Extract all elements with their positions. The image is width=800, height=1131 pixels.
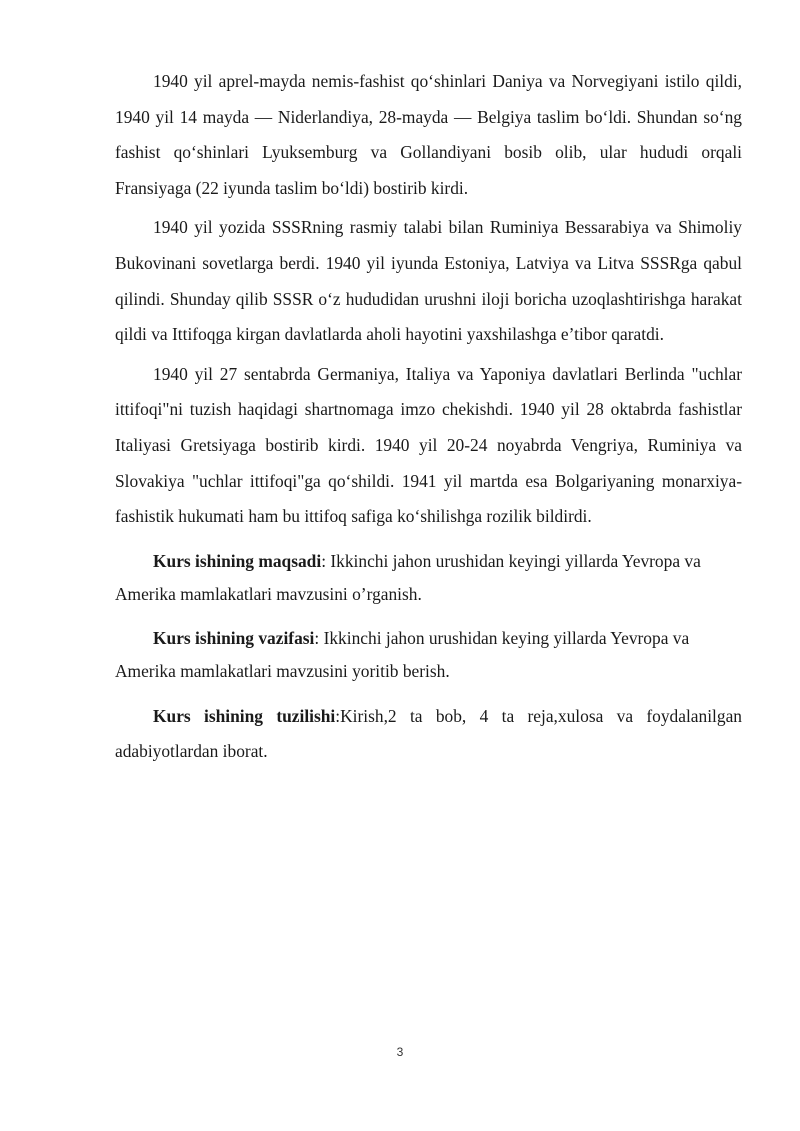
structure-label: Kurs ishining tuzilishi bbox=[153, 705, 336, 726]
structure-paragraph bbox=[115, 699, 742, 770]
paragraph-1: 1940 yil aprel-mayda nemis-fashist qo‘shinlari Daniya va Norvegiyani istilo qildi, 1940 yil 14 mayda — Niderlandiya, 28-mayda — Belgiya taslim bo‘ldi. Shundan so‘ng fashist qo‘shinlari Lyuksemburg va Gollandiyani bosib olib, ular hududi orqali Fransiyaga (22 iyunda taslim bo‘ldi) bostirib kirdi. bbox=[115, 71, 742, 198]
goal-text: : Ikkinchi jahon urushidan keyingi yillarda Yevropa va Amerika mamlakatlari mavzusini o’rganish. bbox=[115, 550, 701, 605]
goal-paragraph bbox=[115, 545, 737, 612]
page-number: 3 bbox=[396, 1045, 404, 1059]
paragraph-3: 1940 yil 27 sentabrda Germaniya, Italiya va Yaponiya davlatlari Berlinda "uchlar ittifoqi"ni tuzish haqidagi shartnomaga imzo chekishdi. 1940 yil 28 oktabrda fashistlar Italiyasi Gretsiyaga bostirib kirdi. 1940 yil 20-24 noyabrda Vengriya, Ruminiya va Slovakiya "uchlar ittifoqi"ga qo‘shildi. 1941 yil martda esa Bolgariyaning monarxiya-fashistik hukumati ham bu ittifoq safiga ko‘shilishga rozilik bildirdi. bbox=[115, 363, 742, 527]
task-paragraph bbox=[115, 622, 737, 689]
paragraph-2: 1940 yil yozida SSSRning rasmiy talabi bilan Ruminiya Bessarabiya va Shimoliy Bukovinani sovetlarga berdi. 1940 yil iyunda Estoniya, Latviya va Litva SSSRga qabul qilindi. Shunday qilib SSSR o‘z hududidan urushni iloji boricha uzoqlashtirishga harakat qildi va Ittifoqga kirgan davlatlarda aholi hayotini yaxshilashga e’tibor qaratdi. bbox=[115, 217, 742, 345]
task-label: Kurs ishining vazifasi bbox=[153, 627, 315, 648]
goal-label: Kurs ishining maqsadi bbox=[153, 550, 322, 571]
document-page bbox=[115, 64, 742, 770]
task-text: : Ikkinchi jahon urushidan keying yillarda Yevropa va Amerika mamlakatlari mavzusini yoritib berish. bbox=[115, 627, 690, 682]
structure-text: :Kirish,2 ta bob, 4 ta reja,xulosa va foydalanilgan adabiyotlardan iborat. bbox=[115, 705, 742, 762]
